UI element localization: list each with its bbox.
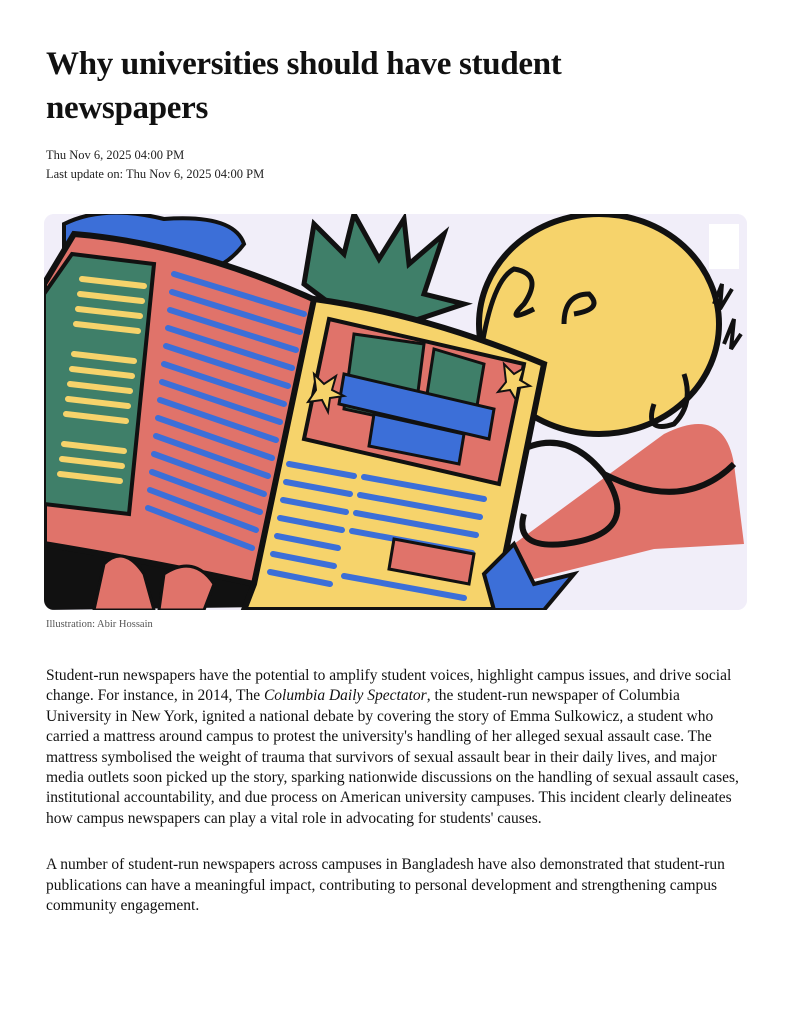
article-title: Why universities should have student newspapers [46,46,562,126]
image-caption: Illustration: Abir Hossain [46,619,153,630]
article-illustration [44,214,747,610]
paragraph-1-text-b: , the student-run newspaper of Columbia University in New York, ignited a national debate by covering the story of Emma Sulkowicz, a student who carried a mattress around campus to protest the university's handling of her alleged sexual assault case. The mattress symbolised the weight of trauma that survivors of sexual assault bear in their daily lives, and major media outlets soon picked up the story, sparking nationwide discussions on the handling of sexual assault cases, institutional accountability, and due process on American university campuses. This incident clearly delineates how campus newspapers can play a vital role in advocating for students' causes. [46,687,739,827]
newspaper-illustration [44,214,747,610]
article-meta [46,146,264,184]
paragraph-1-text-a: Student-run newspapers have the potential to amplify student voices, highlight campus issues, and drive social change. For instance, in 2014, The [46,667,732,705]
published-date: Thu Nov 6, 2025 04:00 PM [46,148,185,162]
paragraph-2: A number of student-run newspapers across campuses in Bangladesh have also demonstrated that student-run publications can have a meaningful impact, contributing to personal development and strengthening campus community engagement. [46,856,725,915]
publication-name: Columbia Daily Spectator [263,687,427,705]
paragraph-1 [46,666,746,829]
article-body [46,666,746,942]
updated-line [46,165,264,184]
updated-date: Thu Nov 6, 2025 04:00 PM [125,167,265,181]
updated-label: Last update on: [46,167,124,181]
